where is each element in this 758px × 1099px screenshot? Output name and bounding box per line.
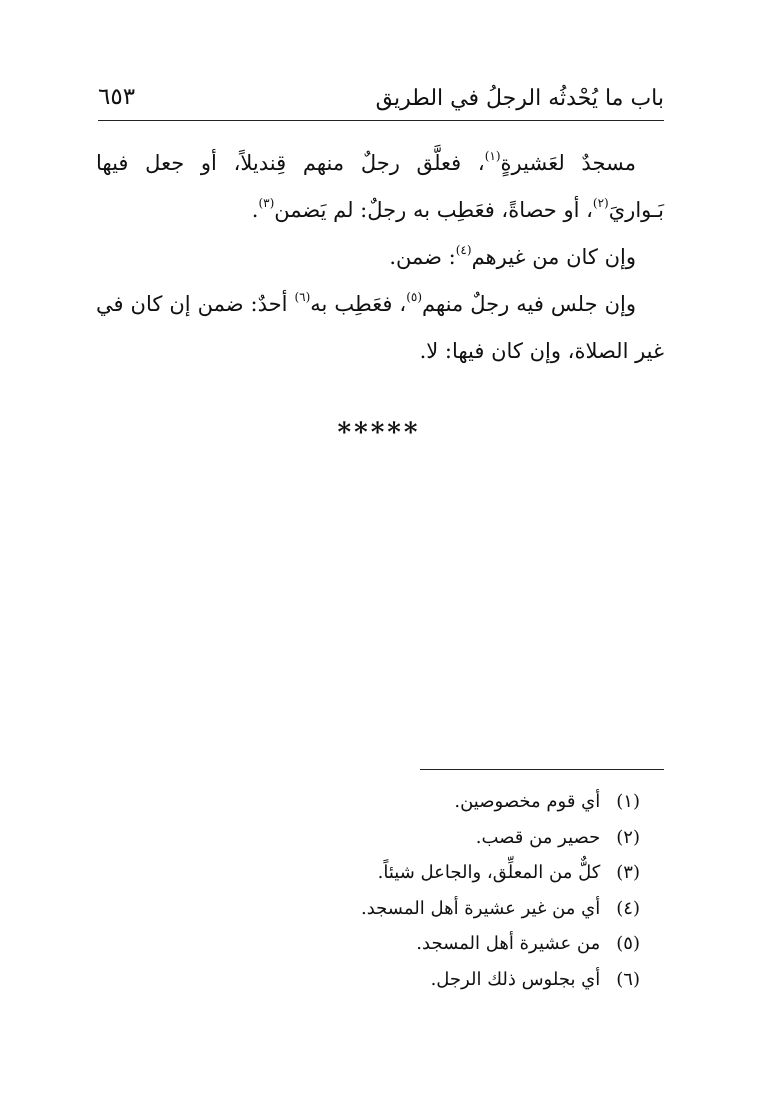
paragraph-3-text-2: ، فعَطِب به bbox=[310, 292, 407, 316]
footnote-number: (٥) bbox=[616, 933, 640, 954]
paragraph-2 bbox=[96, 234, 664, 281]
section-separator: ***** bbox=[337, 418, 421, 448]
page-header bbox=[98, 80, 664, 121]
footnote-ref-3: (٣) bbox=[258, 196, 275, 210]
page-number: ٦٥٣ bbox=[98, 84, 136, 110]
paragraph-3-text-3: أحدٌ: ضمن إن كان في غير الصلاة، وإن كان فيها: لا. bbox=[96, 292, 664, 363]
footnote-ref-6: (٦) bbox=[294, 290, 311, 304]
footnote-text: أي بجلوس ذلك الرجل. bbox=[430, 968, 601, 990]
paragraph-3-text-1: وإن جلس فيه رجلٌ منهم bbox=[422, 292, 636, 316]
paragraph-1 bbox=[96, 140, 664, 234]
footnote-text: من عشيرة أهل المسجد. bbox=[416, 933, 601, 954]
paragraph-1-text-2: ، فعلَّق رجلٌ منهم قِنديلاً، أو جعل فيها بَـواريَ bbox=[96, 151, 664, 222]
footnote-number: (٤) bbox=[616, 897, 640, 919]
footnote-ref-5: (٥) bbox=[406, 290, 423, 304]
footnote-item bbox=[240, 855, 640, 891]
paragraph-1-text-4: . bbox=[251, 198, 259, 222]
footnote-ref-4: (٤) bbox=[455, 243, 472, 257]
paragraph-2-text-2: : ضمن. bbox=[389, 245, 456, 269]
paragraph-2-text-1: وإن كان من غيرهم bbox=[471, 245, 636, 269]
footnote-text: حصير من قصب. bbox=[475, 826, 601, 848]
footnote-divider bbox=[420, 769, 664, 770]
footnote-text: كلٌّ من المعلِّق، والجاعل شيئاً. bbox=[377, 862, 601, 883]
footnote-text: أي قوم مخصوصين. bbox=[454, 791, 601, 812]
paragraph-1-text-3: ، أو حصاةً، فعَطِب به رجلٌ: لم يَضمن bbox=[274, 198, 593, 222]
footnote-number: (١) bbox=[616, 791, 640, 812]
paragraph-1-text-1: مسجدٌ لعَشيرةٍ bbox=[500, 151, 636, 175]
footnote-ref-2: (٢) bbox=[592, 196, 609, 210]
running-head-title: باب ما يُحْدثُه الرجلُ في الطريق bbox=[375, 86, 664, 111]
footnote-number: (٢) bbox=[616, 826, 640, 848]
footnote-number: (٦) bbox=[616, 968, 640, 990]
footnote-item bbox=[240, 962, 640, 998]
footnote-item bbox=[240, 926, 640, 962]
footnote-item bbox=[240, 891, 640, 927]
footnote-number: (٣) bbox=[616, 862, 640, 883]
footnote-text: أي من غير عشيرة أهل المسجد. bbox=[360, 897, 601, 919]
footnote-item bbox=[240, 820, 640, 856]
paragraph-3 bbox=[96, 281, 664, 375]
footnotes bbox=[240, 784, 640, 997]
main-text bbox=[96, 140, 664, 375]
footnote-ref-1: (١) bbox=[484, 149, 501, 163]
footnote-item bbox=[240, 784, 640, 820]
